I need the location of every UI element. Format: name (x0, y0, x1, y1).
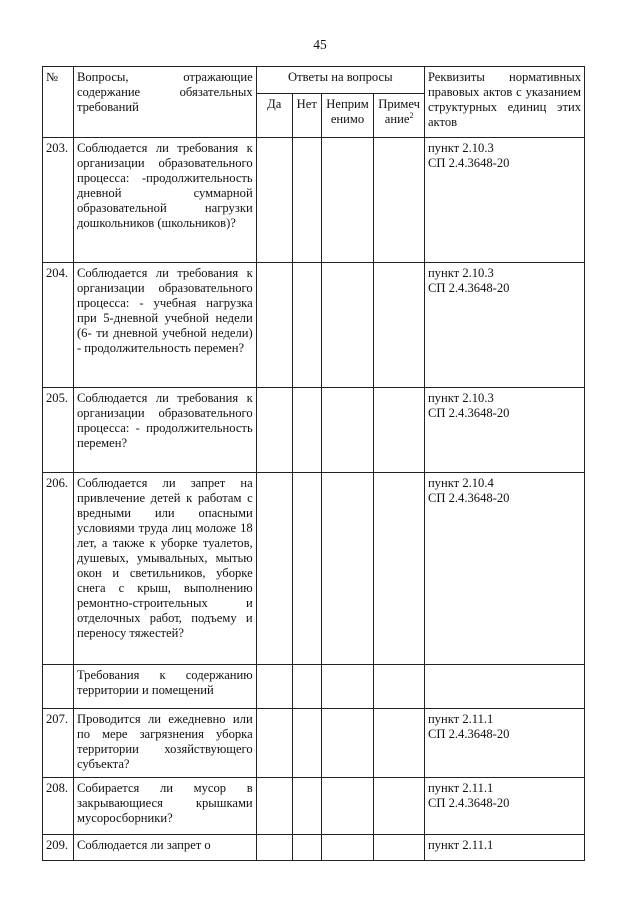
header-requisites: Реквизиты нормативных правовых актов с указанием структурных единиц этих актов (424, 67, 584, 138)
answer-yes-cell[interactable] (256, 138, 292, 263)
answer-no-cell[interactable] (292, 473, 321, 665)
answer-no-cell[interactable] (292, 263, 321, 388)
row-number: 206. (43, 473, 74, 665)
header-answers: Ответы на вопросы (256, 67, 424, 94)
answer-yes-cell[interactable] (256, 263, 292, 388)
answer-no-cell[interactable] (292, 138, 321, 263)
row-question: Соблюдается ли запрет о (73, 835, 256, 861)
table-row (43, 778, 585, 835)
requirements-table (42, 66, 585, 861)
answer-yes-cell[interactable] (256, 835, 292, 861)
table-row (43, 388, 585, 473)
answer-yes-cell[interactable] (256, 388, 292, 473)
answer-note-cell[interactable] (374, 388, 425, 473)
answer-na-cell[interactable] (321, 665, 374, 709)
row-number: 208. (43, 778, 74, 835)
answer-no-cell[interactable] (292, 388, 321, 473)
table-row (43, 835, 585, 861)
table-row (43, 138, 585, 263)
row-requisites (424, 665, 584, 709)
footnote-marker: 2 (409, 110, 414, 120)
header-no: Нет (292, 94, 321, 138)
row-requisites: пункт 2.10.3 СП 2.4.3648-20 (424, 388, 584, 473)
row-requisites: пункт 2.11.1 СП 2.4.3648-20 (424, 778, 584, 835)
row-number: 204. (43, 263, 74, 388)
answer-yes-cell[interactable] (256, 665, 292, 709)
answer-na-cell[interactable] (321, 263, 374, 388)
row-number: 205. (43, 388, 74, 473)
answer-yes-cell[interactable] (256, 778, 292, 835)
header-yes: Да (256, 94, 292, 138)
row-requisites: пункт 2.11.1 СП 2.4.3648-20 (424, 709, 584, 778)
header-note: Примеч ание$^2$ (374, 94, 425, 138)
answer-note-cell[interactable] (374, 835, 425, 861)
row-requisites: пункт 2.11.1 (424, 835, 584, 861)
header-na: Неприм енимо (321, 94, 374, 138)
row-number: 207. (43, 709, 74, 778)
answer-note-cell[interactable] (374, 665, 425, 709)
table-row (43, 473, 585, 665)
answer-no-cell[interactable] (292, 835, 321, 861)
answer-note-cell[interactable] (374, 138, 425, 263)
answer-yes-cell[interactable] (256, 473, 292, 665)
answer-na-cell[interactable] (321, 138, 374, 263)
answer-no-cell[interactable] (292, 709, 321, 778)
header-questions: Вопросы, отражающие содержание обязательных требований (73, 67, 256, 138)
row-question: Соблюдается ли запрет на привлечение детей к работам с вредными или опасными условиями труда лиц моложе 18 лет, а также к уборке туалетов, душевых, умывальных, мытью окон и светильников, уборке снега с крыш, выполнению ремонтно-строительных и отделочных работ, подъему и переносу тяжестей? (73, 473, 256, 665)
answer-note-cell[interactable] (374, 263, 425, 388)
table-row (43, 263, 585, 388)
answer-no-cell[interactable] (292, 665, 321, 709)
row-number (43, 665, 74, 709)
row-number: 209. (43, 835, 74, 861)
answer-na-cell[interactable] (321, 388, 374, 473)
answer-na-cell[interactable] (321, 473, 374, 665)
header-row (43, 67, 585, 94)
row-question: Проводится ли ежедневно или по мере загрязнения уборка территории хозяйствующего субъекта? (73, 709, 256, 778)
row-question: Соблюдается ли требования к организации образовательного процесса: -продолжительность дневной суммарной образовательной нагрузки дошкольников (школьников)? (73, 138, 256, 263)
answer-na-cell[interactable] (321, 835, 374, 861)
page-number: 45 (313, 37, 327, 52)
answer-note-cell[interactable] (374, 778, 425, 835)
row-number: 203. (43, 138, 74, 263)
row-requisites: пункт 2.10.4 СП 2.4.3648-20 (424, 473, 584, 665)
row-requisites: пункт 2.10.3 СП 2.4.3648-20 (424, 138, 584, 263)
row-question: Собирается ли мусор в закрывающиеся крышками мусоросборники? (73, 778, 256, 835)
table-row (43, 709, 585, 778)
section-row (43, 665, 585, 709)
row-question: Соблюдается ли требования к организации образовательного процесса: - учебная нагрузка при 5-дневной учебной недели (6- ти дневной учебной недели) - продолжительность перемен? (73, 263, 256, 388)
answer-note-cell[interactable] (374, 473, 425, 665)
row-requisites: пункт 2.10.3 СП 2.4.3648-20 (424, 263, 584, 388)
header-num: № (43, 67, 74, 138)
answer-note-cell[interactable] (374, 709, 425, 778)
answer-na-cell[interactable] (321, 709, 374, 778)
answer-na-cell[interactable] (321, 778, 374, 835)
row-question: Соблюдается ли требования к организации образовательного процесса: - продолжительность перемен? (73, 388, 256, 473)
answer-yes-cell[interactable] (256, 709, 292, 778)
section-heading: Требования к содержанию территории и помещений (73, 665, 256, 709)
answer-no-cell[interactable] (292, 778, 321, 835)
